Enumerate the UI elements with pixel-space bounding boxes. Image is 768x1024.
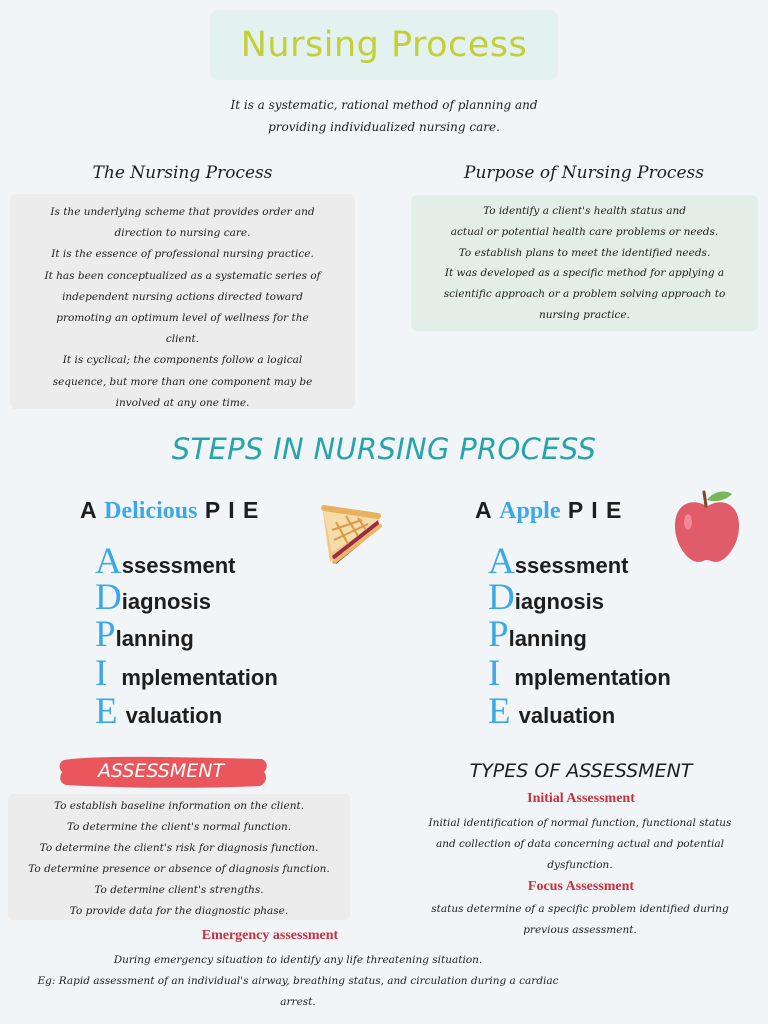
emergency-line: During emergency situation to identify any life threatening situation. bbox=[113, 954, 483, 966]
emergency-assessment-label: Emergency assessment bbox=[201, 928, 339, 943]
purpose-heading: Purpose of Nursing Process bbox=[464, 163, 704, 183]
adpie-letter: D bbox=[95, 577, 122, 618]
purpose-line: scientific approach or a problem solving approach to bbox=[443, 288, 726, 301]
emergency-line: arrest. bbox=[280, 996, 316, 1008]
initial-line: and collection of data concerning actual and potential bbox=[435, 838, 725, 850]
purpose-line: nursing practice. bbox=[538, 308, 630, 321]
assessment-banner-label: ASSESSMENT bbox=[97, 760, 225, 782]
pie-suffix: P I E bbox=[204, 497, 260, 523]
subtitle-line: It is a systematic, rational method of planning and bbox=[230, 98, 538, 112]
pie-prefix: A bbox=[80, 497, 97, 523]
initial-line: Initial identification of normal function, functional status bbox=[428, 817, 732, 829]
emergency-assessment-text bbox=[0, 950, 596, 1013]
pie-suffix: P I E bbox=[567, 497, 623, 523]
adpie-rest: valuation bbox=[518, 703, 616, 728]
page-title: Nursing Process bbox=[240, 25, 528, 65]
adpie-rest: iagnosis bbox=[514, 589, 604, 614]
np-line: involved at any one time. bbox=[115, 396, 250, 409]
focus-assessment-text bbox=[400, 899, 760, 941]
adpie-rest: mplementation bbox=[121, 665, 278, 690]
pie-accent-word: Delicious bbox=[104, 498, 198, 524]
initial-line: dysfunction. bbox=[547, 859, 613, 871]
adpie-rest: lanning bbox=[115, 626, 194, 651]
assessment-line: To establish baseline information on the client. bbox=[53, 800, 305, 812]
adpie-letter: P bbox=[95, 614, 116, 655]
purpose-line: To establish plans to meet the identified needs. bbox=[458, 246, 711, 259]
focus-line: status determine of a specific problem identified during bbox=[431, 903, 729, 915]
pie-prefix: A bbox=[475, 497, 492, 523]
initial-assessment-text bbox=[400, 813, 760, 876]
nursing-process-heading: The Nursing Process bbox=[92, 163, 273, 183]
focus-assessment-label: Focus Assessment bbox=[527, 879, 635, 894]
adpie-item-implementation bbox=[95, 652, 278, 695]
adpie-letter: A bbox=[95, 541, 122, 582]
adpie-letter: E bbox=[488, 691, 511, 732]
assessment-line: To determine the client's normal function. bbox=[66, 821, 292, 833]
np-line: It has been conceptualized as a systematic series of bbox=[44, 269, 321, 282]
adpie-item-planning bbox=[95, 613, 194, 656]
np-line: It is cyclical; the components follow a logical bbox=[62, 354, 303, 367]
apple-pie-heading bbox=[475, 497, 622, 525]
delicious-pie-heading bbox=[80, 497, 259, 525]
subtitle-line: providing individualized nursing care. bbox=[268, 120, 500, 134]
focus-line: previous assessment. bbox=[523, 924, 637, 936]
np-line: client. bbox=[165, 333, 200, 346]
assessment-line: To provide data for the diagnostic phase. bbox=[69, 905, 289, 917]
adpie-letter: D bbox=[488, 577, 515, 618]
np-line: promoting an optimum level of wellness for the bbox=[56, 312, 309, 325]
purpose-line: It was developed as a specific method for applying a bbox=[444, 267, 725, 280]
adpie-rest: lanning bbox=[508, 626, 587, 651]
adpie-letter: P bbox=[488, 614, 509, 655]
assessment-box bbox=[8, 794, 350, 920]
emergency-line: Eg: Rapid assessment of an individual's airway, breathing status, and circulation during a cardiac bbox=[37, 975, 559, 987]
adpie-item-evaluation bbox=[488, 690, 615, 733]
assessment-line: To determine the client's risk for diagnosis function. bbox=[39, 842, 319, 854]
purpose-line: actual or potential health care problems or needs. bbox=[450, 225, 719, 238]
adpie-item-planning bbox=[488, 613, 587, 656]
adpie-letter: I bbox=[488, 653, 501, 694]
adpie-letter: I bbox=[95, 653, 108, 694]
assessment-line: To determine presence or absence of diagnosis function. bbox=[28, 863, 330, 875]
adpie-item-evaluation bbox=[95, 690, 222, 733]
adpie-rest: valuation bbox=[125, 703, 223, 728]
page-subtitle bbox=[150, 94, 618, 138]
np-line: Is the underlying scheme that provides order and bbox=[50, 206, 315, 218]
np-line: direction to nursing care. bbox=[114, 227, 251, 240]
purpose-box bbox=[411, 195, 758, 331]
adpie-list-left bbox=[95, 540, 355, 740]
purpose-line: To identify a client's health status and bbox=[483, 205, 686, 217]
adpie-rest: ssessment bbox=[121, 553, 236, 578]
adpie-letter: E bbox=[95, 691, 118, 732]
nursing-process-box bbox=[10, 194, 355, 409]
title-banner bbox=[210, 10, 558, 80]
initial-assessment-label: Initial Assessment bbox=[527, 791, 635, 806]
types-of-assessment-heading: TYPES OF ASSESSMENT bbox=[469, 760, 693, 782]
adpie-list-right bbox=[488, 540, 748, 740]
steps-heading: STEPS IN NURSING PROCESS bbox=[171, 432, 597, 466]
assessment-line: To determine client's strengths. bbox=[94, 884, 264, 896]
adpie-letter: A bbox=[488, 541, 515, 582]
np-line: independent nursing actions directed toward bbox=[62, 290, 303, 303]
adpie-item-implementation bbox=[488, 652, 671, 695]
adpie-rest: iagnosis bbox=[121, 589, 211, 614]
pie-accent-word: Apple bbox=[499, 498, 561, 524]
adpie-rest: ssessment bbox=[514, 553, 629, 578]
np-line: sequence, but more than one component may be bbox=[52, 375, 313, 388]
np-line: It is the essence of professional nursing practice. bbox=[51, 248, 314, 261]
adpie-rest: mplementation bbox=[514, 665, 671, 690]
